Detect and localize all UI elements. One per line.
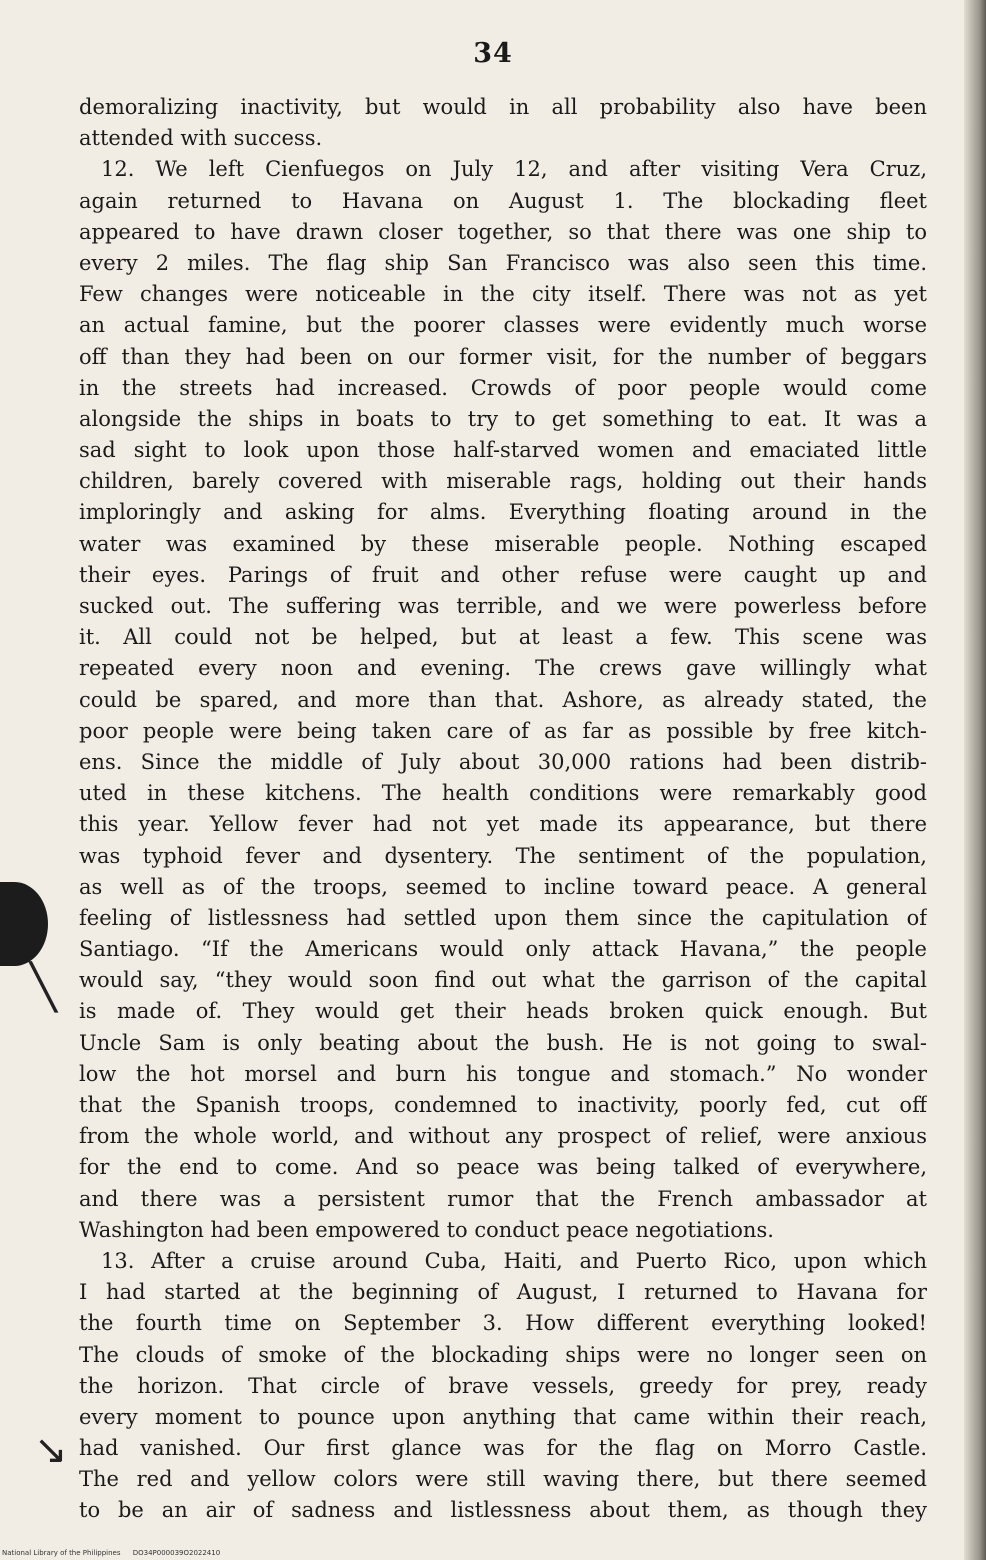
text-line: from the whole world, and without any prospect of relief, were anxious [79,1124,927,1149]
text-line: off than they had been on our former visit, for the number of beggars [79,344,927,369]
footer-library: National Library of the Philippines [2,1549,121,1557]
text-line: poor people were being taken care of as far as possible by free kitch- [79,718,927,743]
text-line: 13. After a cruise around Cuba, Haiti, and Puerto Rico, upon which [101,1248,927,1273]
text-line: in the streets had increased. Crowds of poor people would come [79,375,927,400]
text-line: imploringly and asking for alms. Everything floating around in the [79,500,927,525]
text-line: this year. Yellow fever had not yet made its appearance, but there [79,812,927,837]
text-line: Few changes were noticeable in the city itself. There was not as yet [79,282,927,307]
text-line: Washington had been empowered to conduct peace negotiations. [79,1217,774,1242]
text-line: Santiago. “If the Americans would only attack Havana,” the people [79,937,927,962]
text-line: had vanished. Our first glance was for the flag on Morro Castle. [79,1436,927,1461]
text-line: 12. We left Cienfuegos on July 12, and after visiting Vera Cruz, [101,157,927,182]
text-line: children, barely covered with miserable rags, holding out their hands [79,469,927,494]
text-line: for the end to come. And so peace was being talked of everywhere, [79,1155,927,1180]
margin-mark-arrow-1: ╲ [30,962,57,1013]
text-line: to be an air of sadness and listlessness about them, as though they [79,1498,927,1523]
text-line: low the hot morsel and burn his tongue and stomach.” No wonder [79,1061,927,1086]
text-line: feeling of listlessness had settled upon them since the capitulation of [79,905,927,930]
text-line: that the Spanish troops, condemned to inactivity, poorly fed, cut off [79,1093,927,1117]
footer-code: DO34P000039O2022410 [132,1549,221,1557]
text-line: their eyes. Parings of fruit and other refuse were caught up and [79,562,927,587]
text-line: water was examined by these miserable people. Nothing escaped [79,531,927,556]
text-line: is made of. They would get their heads broken quick enough. But [79,999,927,1024]
footer [2,1549,220,1557]
margin-mark-arrow-2: ↘ [34,1427,68,1473]
body-text [79,92,927,1527]
text-line: The clouds of smoke of the blockading ships were no longer seen on [79,1342,927,1367]
text-line: it. All could not be helped, but at least a few. This scene was [79,625,927,650]
page-number: 34 [473,38,513,69]
text-line: could be spared, and more than that. Ashore, as already stated, the [79,687,927,712]
page-edge-shadow [964,0,986,1560]
text-line: the fourth time on September 3. How different everything looked! [79,1311,927,1336]
text-line: attended with success. [79,126,323,151]
text-line: appeared to have drawn closer together, so that there was one ship to [79,219,927,244]
text-line: demoralizing inactivity, but would in all probability also have been [79,95,927,119]
text-line: the horizon. That circle of brave vessels, greedy for prey, ready [79,1373,927,1398]
text-line: sad sight to look upon those half-starved women and emaciated little [79,438,927,463]
ink-blot [0,882,48,966]
text-line: Uncle Sam is only beating about the bush. He is not going to swal- [79,1030,927,1055]
text-line: The red and yellow colors were still waving there, but there seemed [79,1467,927,1492]
text-line: an actual famine, but the poorer classes were evidently much worse [79,313,927,338]
text-line: uted in these kitchens. The health conditions were remarkably good [79,781,927,806]
text-line: and there was a persistent rumor that the French ambassador at [79,1186,927,1211]
text-line: I had started at the beginning of August, I returned to Havana for [79,1280,927,1305]
text-line: repeated every noon and evening. The crews gave willingly what [79,656,927,681]
text-line: as well as of the troops, seemed to incline toward peace. A general [79,874,927,899]
text-line: ens. Since the middle of July about 30,000 rations had been distrib- [79,749,927,774]
text-line: again returned to Havana on August 1. The blockading fleet [79,188,927,213]
text-line: every 2 miles. The flag ship San Francisco was also seen this time. [79,250,927,275]
text-line: every moment to pounce upon anything that came within their reach, [79,1404,927,1429]
text-line: alongside the ships in boats to try to get something to eat. It was a [79,406,927,431]
text-line: would say, “they would soon find out what the garrison of the capital [79,968,927,993]
text-line: was typhoid fever and dysentery. The sentiment of the population, [79,843,927,868]
text-line: sucked out. The suffering was terrible, and we were powerless before [79,594,927,618]
